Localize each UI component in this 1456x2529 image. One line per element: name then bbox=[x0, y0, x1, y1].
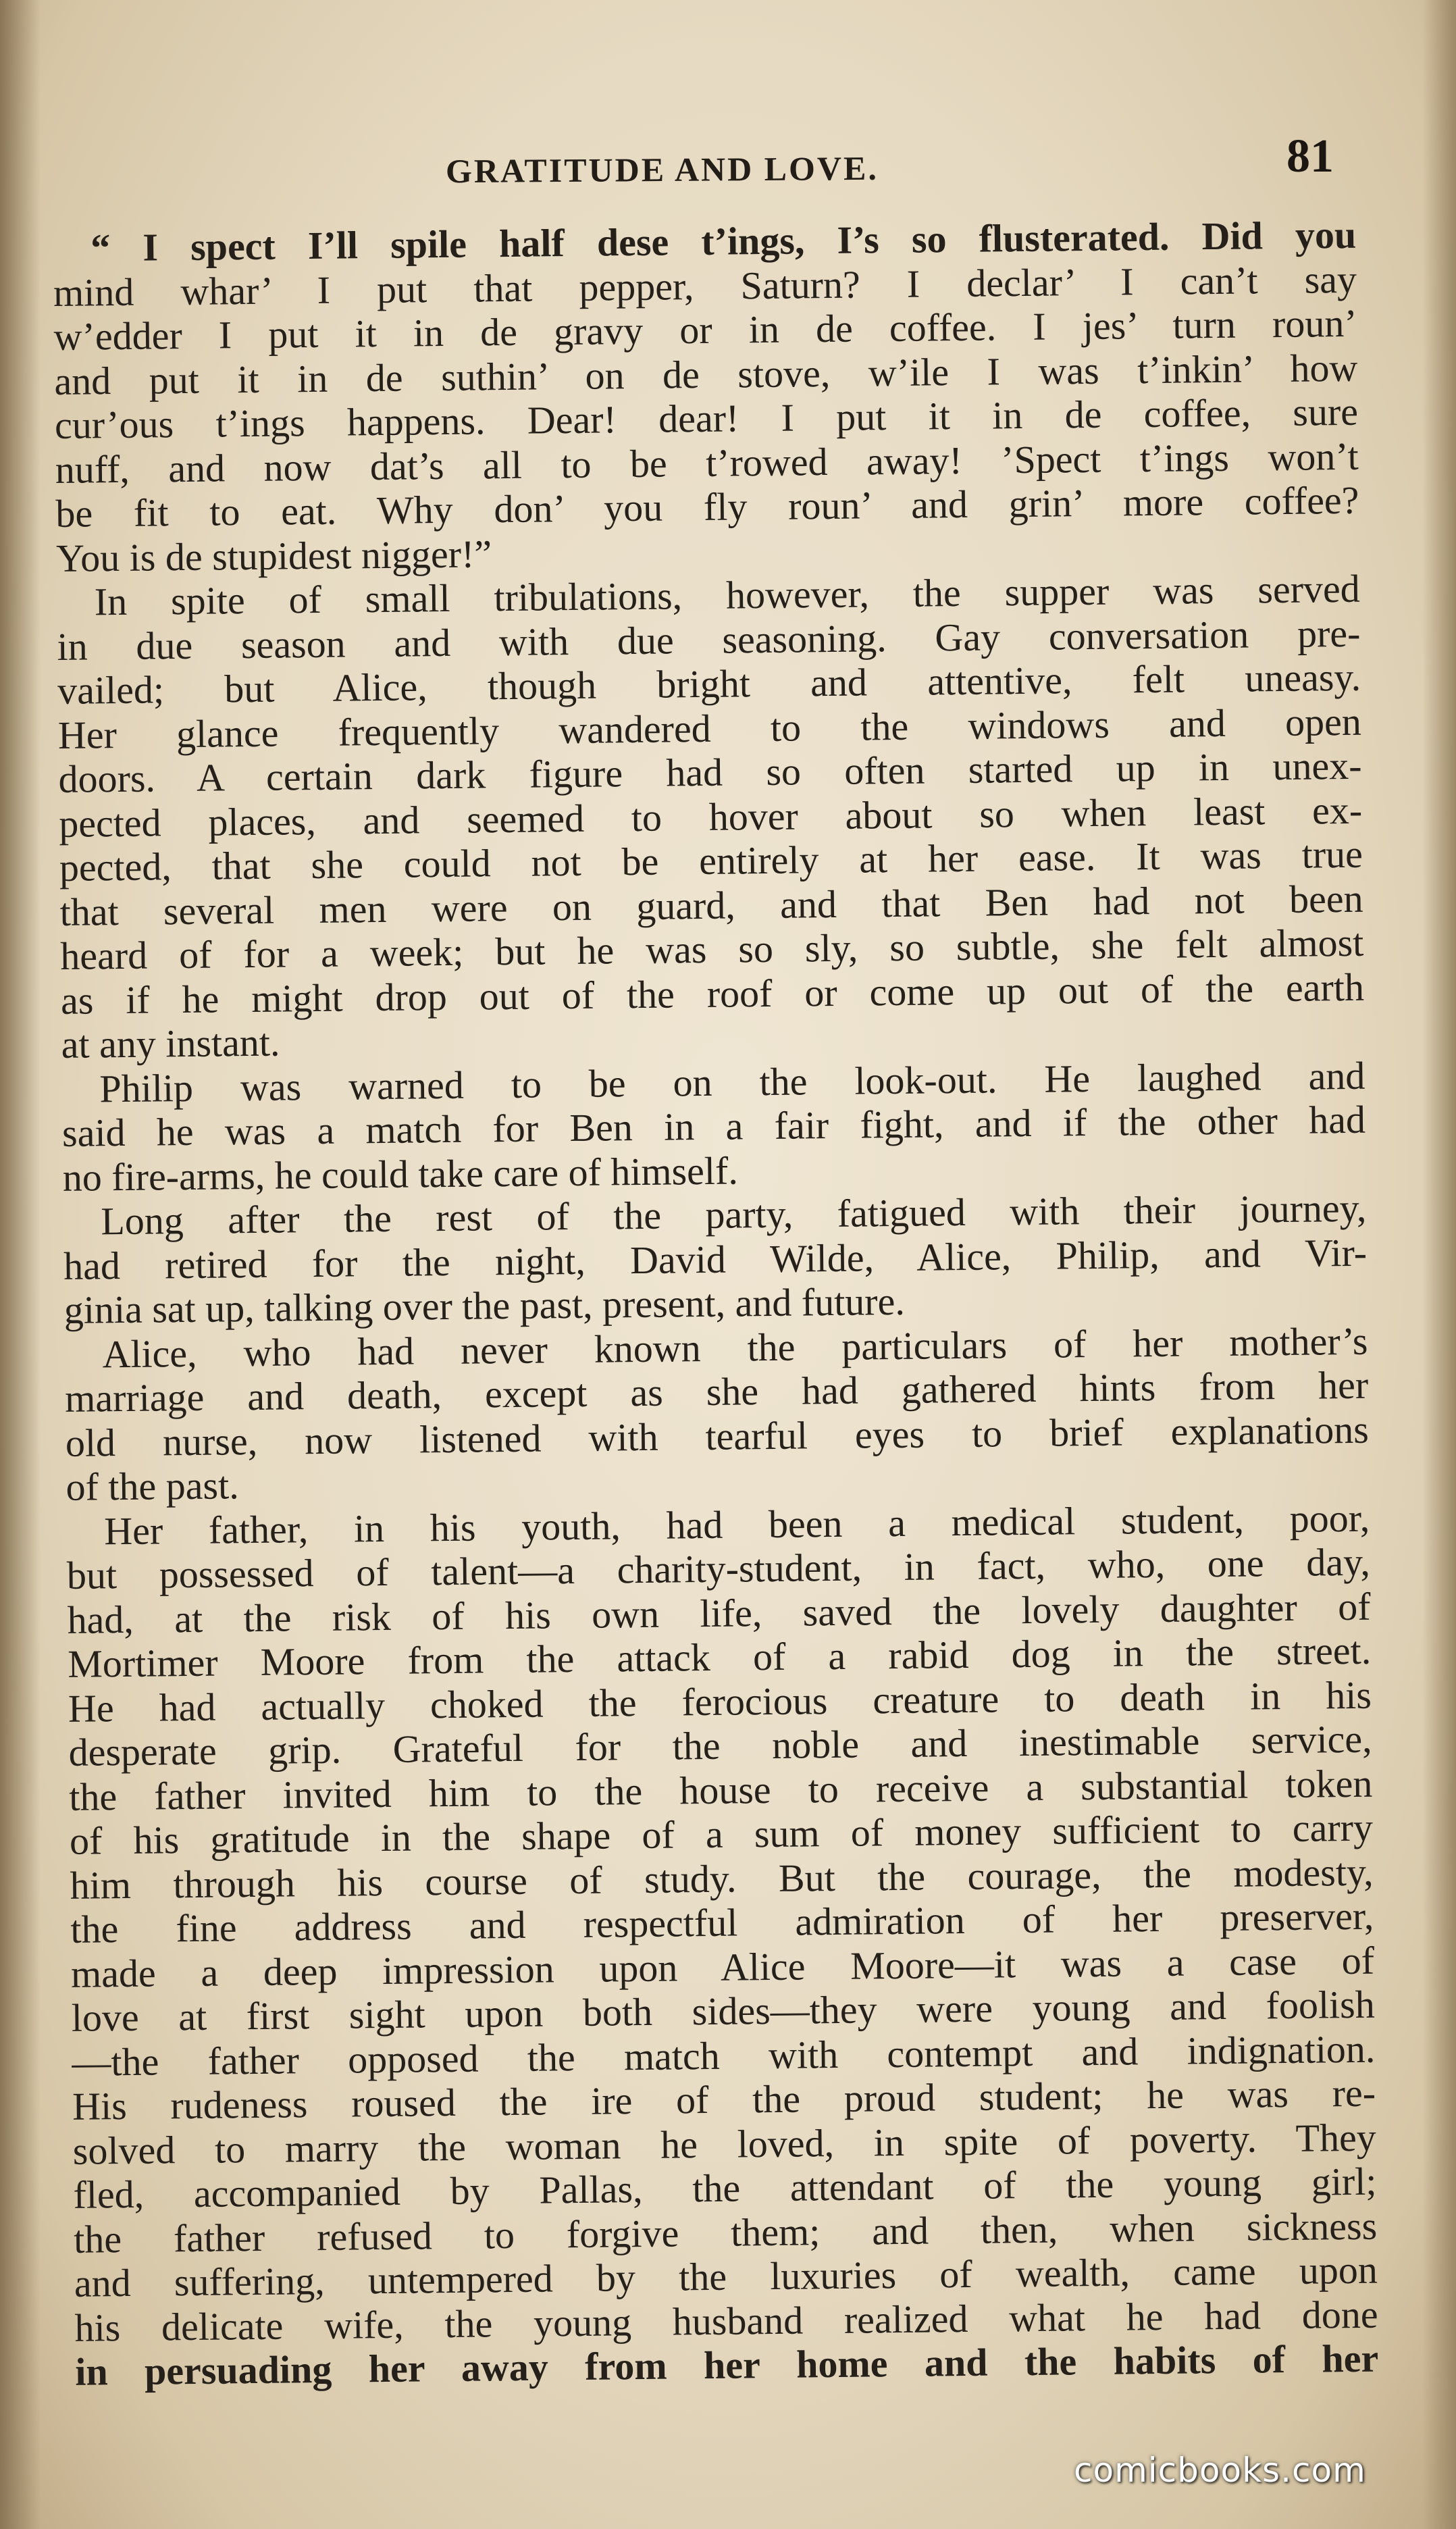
text-line: w’edder I put it in de gravy or in de coffee. I jes’ turn roun’ bbox=[53, 301, 1357, 359]
text-line: mind whar’ I put that pepper, Saturn? I declar’ I can’t say bbox=[53, 257, 1357, 315]
text-line: solved to marry the woman he loved, in spite of poverty. They bbox=[72, 2115, 1377, 2173]
text-line: pected places, and seemed to hover about so when least ex- bbox=[58, 788, 1363, 846]
text-line: made a deep impression upon Alice Moore—it was a case of bbox=[70, 1938, 1375, 1996]
text-line: had retired for the night, David Wilde, Alice, Philip, and Vir- bbox=[63, 1230, 1368, 1288]
text-line: pected, that she could not be entirely at her ease. It was true bbox=[59, 832, 1363, 890]
text-line: old nurse, now listened with tearful eyes to brief explanations bbox=[65, 1407, 1370, 1465]
text-line: doors. A certain dark figure had so often started up in unex- bbox=[58, 743, 1362, 801]
page-shadow-right bbox=[1422, 0, 1456, 2529]
text-line: desperate grip. Grateful for the noble and inestimable service, bbox=[68, 1716, 1372, 1774]
text-line: In spite of small tribulations, however, the supper was served bbox=[94, 566, 1361, 624]
text-line: as if he might drop out of the roof or come up out of the earth bbox=[60, 965, 1365, 1023]
page-number: 81 bbox=[1286, 130, 1334, 182]
text-line: be fit to eat. Why don’ you fly roun’ and grin’ more coffee? bbox=[55, 478, 1359, 536]
text-line: and suffering, untempered by the luxuries of wealth, came upon bbox=[74, 2247, 1378, 2305]
text-line: said he was a match for Ben in a fair fight, and if the other had bbox=[61, 1097, 1366, 1155]
body-text bbox=[53, 213, 1379, 2395]
text-line: cur’ous t’ings happens. Dear! dear! I put it in de coffee, sure bbox=[54, 389, 1359, 447]
text-line: You is de stupidest nigger!” bbox=[55, 531, 492, 580]
watermark: comicbooks.com bbox=[1074, 2451, 1366, 2490]
text-line: that several men were on guard, and that Ben had not been bbox=[59, 876, 1363, 934]
page-shadow-left bbox=[0, 0, 41, 2529]
text-line: in due season and with due seasoning. Gay conversation pre- bbox=[57, 611, 1361, 669]
text-line: but possessed of talent—a charity-student, in fact, who, one day, bbox=[66, 1539, 1371, 1598]
text-line: no fire-arms, he could take care of himself. bbox=[62, 1148, 739, 1200]
text-line: marriage and death, except as she had gathered hints from her bbox=[64, 1362, 1369, 1421]
text-line: him through his course of study. But the courage, the modesty, bbox=[70, 1849, 1374, 1908]
text-line: He had actually choked the ferocious creature to death in his bbox=[68, 1672, 1372, 1731]
text-line: —the father opposed the match with contempt and indignation. bbox=[72, 2026, 1376, 2085]
text-line: love at first sight upon both sides—they were young and foolish bbox=[71, 1982, 1376, 2040]
running-title: GRATITUDE AND LOVE. bbox=[445, 149, 879, 190]
text-line: at any instant. bbox=[61, 1020, 280, 1067]
text-line: Philip was warned to be on the look-out. He laughed and bbox=[99, 1053, 1366, 1110]
text-line: the father invited him to the house to receive a substantial token bbox=[69, 1761, 1373, 1819]
text-line: and put it in de suthin’ on de stove, w’ile I was t’inkin’ how bbox=[54, 345, 1358, 403]
text-line: had, at the risk of his own life, saved the lovely daughter of bbox=[67, 1584, 1371, 1642]
text-line: nuff, and now dat’s all to be t’rowed away! ’Spect t’ings won’t bbox=[55, 434, 1359, 492]
text-line: Long after the rest of the party, fatigued with their journey, bbox=[101, 1185, 1367, 1244]
text-line: of his gratitude in the shape of a sum of money sufficient to carry bbox=[69, 1805, 1374, 1863]
text-line: vailed; but Alice, though bright and attentive, felt uneasy. bbox=[57, 655, 1361, 713]
text-line: of the past. bbox=[66, 1463, 239, 1509]
text-line: his delicate wife, the young husband realized what he had done bbox=[74, 2292, 1378, 2350]
text-line: fled, accompanied by Pallas, the attendant of the young girl; bbox=[73, 2159, 1377, 2217]
text-line: Her father, in his youth, had been a medical student, poor, bbox=[103, 1496, 1370, 1553]
text-line: the fine address and respectful admiration of her preserver, bbox=[70, 1893, 1374, 1951]
text-line: in persuading her away from her home and the habits of her bbox=[74, 2336, 1379, 2394]
text-line: the father refused to forgive them; and then, when sickness bbox=[73, 2203, 1378, 2262]
text-line: His rudeness roused the ire of the proud student; he was re- bbox=[72, 2070, 1376, 2128]
text-line: Her glance frequently wandered to the windows and open bbox=[57, 699, 1362, 757]
text-line: heard of for a week; but he was so sly, so subtle, she felt almost bbox=[59, 920, 1364, 978]
text-line: Mortimer Moore from the attack of a rabid dog in the street. bbox=[67, 1628, 1372, 1686]
text-line: “ I spect I’ll spile half dese t’ings, I’s so flusterated. Did you bbox=[90, 212, 1357, 270]
text-line: ginia sat up, talking over the past, present, and future. bbox=[63, 1279, 906, 1332]
text-line: Alice, who had never known the particulars of her mother’s bbox=[102, 1319, 1368, 1376]
